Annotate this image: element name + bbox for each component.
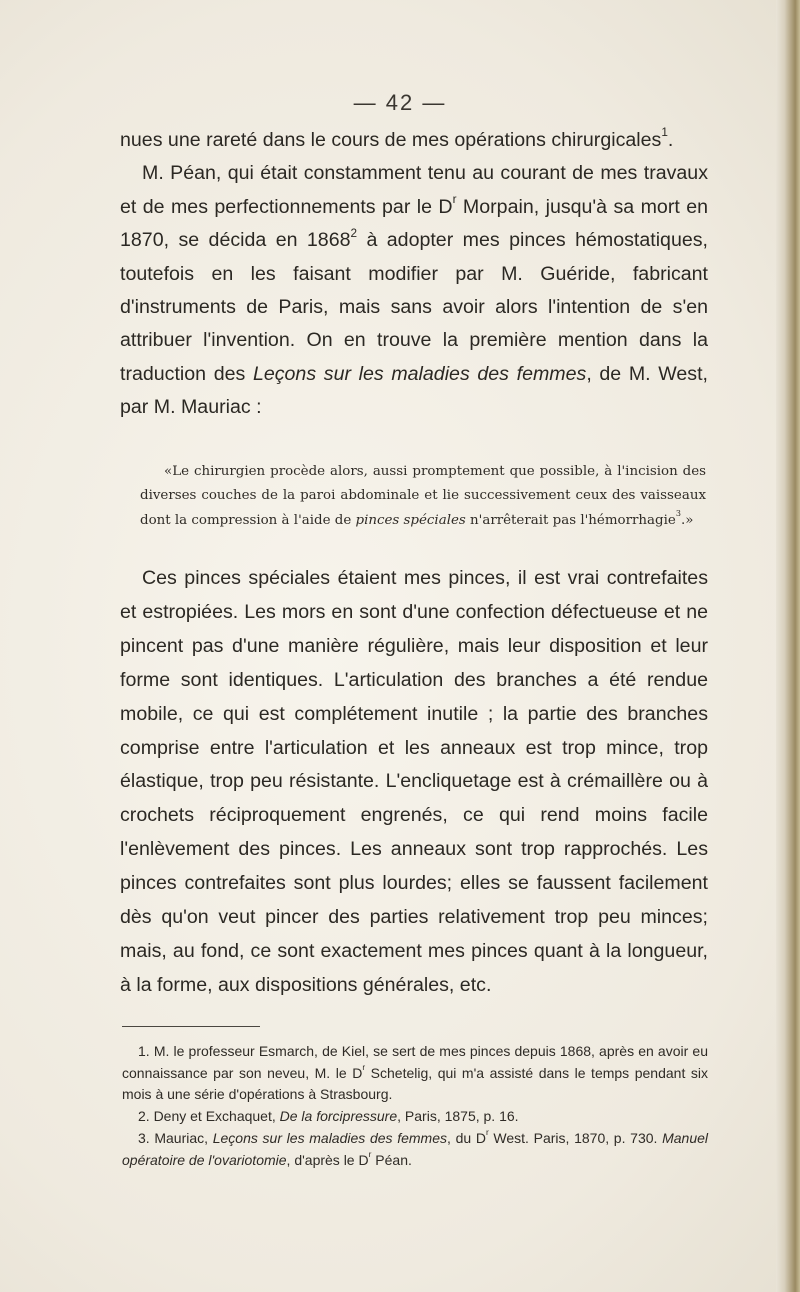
paragraph-1-end: . [667, 129, 674, 151]
footnote-2 [122, 1106, 708, 1128]
quotation-part-b: n'arrêterait pas l'hémorrhagie [465, 512, 676, 528]
footnote-1-part-b: Schetelig, qui m'a assisté dans le temps pendant six mois à une série d'opérations à Strasbourg. [122, 1064, 708, 1103]
footnote-3-part-c: West. Paris, 1870, p. 730. [488, 1129, 663, 1146]
footnote-1-sup: r [362, 1062, 366, 1073]
paragraph-1 [120, 124, 708, 157]
footnote-2-part-b: , Paris, 1875, p. 16. [397, 1108, 519, 1125]
page-edge-shadow [776, 0, 800, 1292]
footnote-2-italic: De la forcipressure [279, 1108, 398, 1125]
footnote-3-part-a: 3. Mauriac, [138, 1129, 213, 1146]
quotation-part-a: «Le chirurgien procède alors, aussi promptement que possible, à l'incision des diverses couches de la paroi abdominale et lie successivement ceux des vaisseaux dont la compression à l'aide de [140, 464, 706, 528]
footnote-divider [122, 1026, 260, 1027]
footnote-ref-2: 2 [350, 226, 358, 240]
paragraph-2-part-b: Morpain, jusqu'à sa mort en 1870, se décida en 1868 [120, 195, 709, 252]
quotation-text [140, 460, 706, 533]
main-text-continued [120, 562, 708, 1003]
footnote-3-part-e: Péan. [371, 1151, 412, 1168]
footnote-3-sup: r [485, 1127, 489, 1138]
paragraph-1-text: nues une rareté dans le cours de mes opérations chirurgicales [120, 129, 662, 151]
quotation-end: .» [680, 512, 694, 528]
footnote-3-italic-2: Manuel opératoire de l'ovariotomie [122, 1129, 709, 1168]
quotation-italic: pinces spéciales [355, 512, 466, 528]
paragraph-3: Ces pinces spéciales étaient mes pinces, il est vrai contrefaites et estropiées. Les mors en sont d'une confection défectueuse et ne pincent pas d'une manière régulière, mais leur disposition et leur forme sont identiques. L'articulation des branches a été rendue mobile, ce qui est complétement inutile ; la partie des branches comprise entre l'articulation et les anneaux est trop mince, trop élastique, trop peu résistante. L'encliquetage est à crémaillère ou à crochets réciproquement engrenés, ce qui rend moins facile l'enlèvement des pinces. Les anneaux sont trop rapprochés. Les pinces contrefaites sont plus lourdes; elles se faussent facilement dès qu'on veut pincer des parties relativement trop peu minces; mais, au fond, ce sont exactement mes pinces quant à la longueur, à la forme, aux dispositions générales, etc. [120, 567, 708, 996]
footnote-3-part-d: , d'après le D [286, 1151, 369, 1168]
footnote-2-part-a: 2. Deny et Exchaquet, [138, 1108, 280, 1125]
paragraph-2 [120, 157, 708, 424]
footnote-1-part-a: 1. M. le professeur Esmarch, de Kiel, se sert de mes pinces depuis 1868, après en avoir eu connaissance par son neveu, M. le D [122, 1043, 708, 1081]
main-text [120, 124, 708, 425]
footnote-3-part-b: , du D [447, 1129, 486, 1146]
footnote-1 [122, 1041, 708, 1106]
footnote-3-italic-1: Leçons sur les maladies des femmes [212, 1129, 447, 1146]
footnote-ref-3: 3 [675, 509, 681, 519]
page-number: — 42 — [353, 90, 447, 115]
footnote-3-sup-2: r [368, 1148, 372, 1159]
footnote-ref-1: 1 [661, 126, 668, 140]
paragraph-2-part-c: à adopter mes pinces hémostatiques, toutefois en les faisant modifier par M. Guéride, fabricant d'instruments de Paris, mais sans avoir alors l'intention de s'en attribuer l'invention. On en trouve la première mention dans la traduction des [120, 229, 708, 385]
doctor-abbrev-sup: r [452, 193, 457, 207]
footnote-3 [122, 1128, 708, 1171]
book-title-italic: Leçons sur les maladies des femmes [252, 362, 587, 385]
quotation-block [140, 460, 706, 533]
footnotes [122, 1041, 708, 1171]
paragraph-2-part-d: , de M. West, par M. Mauriac : [120, 362, 708, 419]
paragraph-2-part-a: M. Péan, qui était constamment tenu au courant de mes travaux et de mes perfectionnements par le D [120, 162, 708, 218]
